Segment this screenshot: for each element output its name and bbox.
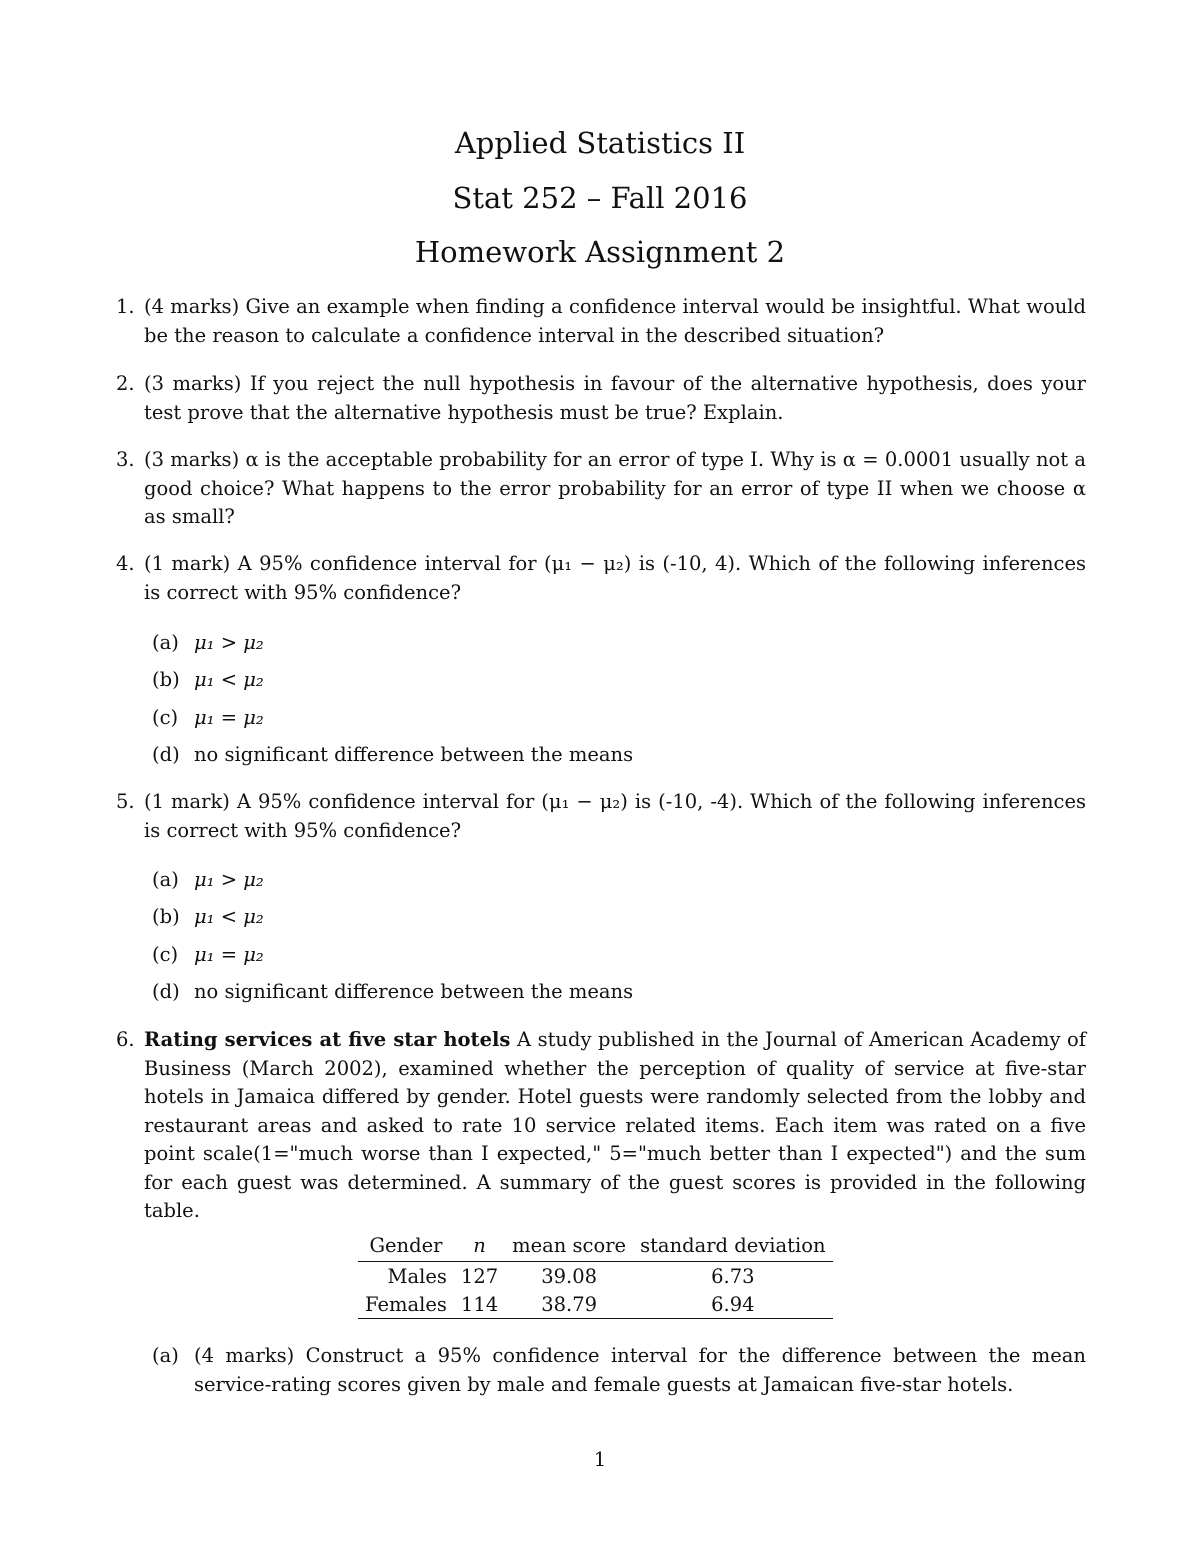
- table-cell: 6.94: [633, 1290, 832, 1319]
- question-1: [116, 293, 1086, 350]
- question-number: 4.: [116, 552, 135, 575]
- question-text: (3 marks) If you reject the null hypothesis in favour of the alternative hypothesis, does your test prove that the alternative hypothesis must be true? Explain.: [144, 372, 1086, 424]
- option-a: [152, 629, 264, 657]
- table-cell: Females: [358, 1290, 454, 1319]
- option-text: μ₁ < μ₂: [194, 905, 264, 928]
- question-text: (1 mark) A 95% confidence interval for (μ₁ − μ₂) is (-10, -4). Which of the following inferences is correct with 95% confidence?: [144, 790, 1086, 842]
- option-a: [152, 866, 264, 894]
- table-cell: 38.79: [505, 1290, 633, 1319]
- assignment-subtitle: Homework Assignment 2: [414, 235, 786, 269]
- option-text: μ₁ < μ₂: [194, 668, 264, 691]
- option-label: (d): [152, 980, 180, 1003]
- table-cell: 39.08: [541, 1264, 598, 1288]
- table-cell: 6.73: [711, 1264, 755, 1288]
- part-text: (4 marks) Construct a 95% confidence interval for the difference between the mean service-rating scores given by male and female guests at Jamaican five-star hotels.: [194, 1344, 1086, 1396]
- option-label: (b): [152, 668, 180, 691]
- table-header-row: [358, 1230, 833, 1262]
- guest-scores-table: [358, 1230, 833, 1319]
- column-header: n: [454, 1230, 505, 1262]
- option-label: (a): [152, 868, 179, 891]
- option-label: (c): [152, 706, 179, 729]
- course-subtitle: Stat 252 – Fall 2016: [452, 181, 748, 215]
- table-cell: 127: [460, 1264, 499, 1288]
- option-text: no significant difference between the means: [194, 980, 634, 1003]
- question-text: (1 mark) A 95% confidence interval for (μ₁ − μ₂) is (-10, 4). Which of the following inferences is correct with 95% confidence?: [144, 552, 1086, 604]
- option-label: (c): [152, 943, 179, 966]
- option-label: (d): [152, 743, 180, 766]
- question-heading: Rating services at five star hotels: [144, 1028, 511, 1051]
- table-row: [358, 1262, 833, 1291]
- question-3: [116, 446, 1086, 532]
- question-6: [116, 1026, 1086, 1226]
- option-b: [152, 903, 264, 931]
- column-header: mean score: [505, 1230, 633, 1262]
- question-text: (4 marks) Give an example when finding a confidence interval would be insightful. What would be the reason to calculate a confidence interval in the described situation?: [144, 295, 1086, 347]
- option-text: μ₁ > μ₂: [194, 868, 264, 891]
- question-5: [116, 788, 1086, 845]
- option-c: [152, 704, 264, 732]
- page-number: 1: [593, 1448, 607, 1471]
- question-number: 3.: [116, 448, 135, 471]
- question-number: 1.: [116, 295, 135, 318]
- question-4: [116, 550, 1086, 607]
- question-number: 6.: [116, 1028, 135, 1051]
- option-d: [152, 978, 633, 1006]
- table-row: [358, 1290, 833, 1319]
- option-text: no significant difference between the means: [194, 743, 634, 766]
- table-cell: 114: [454, 1290, 505, 1319]
- option-c: [152, 941, 264, 969]
- option-text: μ₁ = μ₂: [194, 943, 264, 966]
- table-cell: Males: [387, 1264, 447, 1288]
- part-label: (a): [152, 1344, 179, 1367]
- question-6-part-a: [152, 1342, 1086, 1399]
- question-2: [116, 370, 1086, 427]
- option-text: μ₁ = μ₂: [194, 706, 264, 729]
- question-number: 5.: [116, 790, 135, 813]
- option-d: [152, 741, 633, 769]
- document-title: Applied Statistics II: [454, 126, 746, 160]
- question-text: (3 marks) α is the acceptable probability for an error of type I. Why is α = 0.0001 usually not a good choice? What happens to the error probability for an error of type II when we choose α as small?: [144, 448, 1086, 528]
- question-text: A study published in the Journal of American Academy of Business (March 2002), examined whether the perception of quality of service at five-star hotels in Jamaica differed by gender. Hotel guests were randomly selected from the lobby and restaurant areas and asked to rate 10 service related items. Each item was rated on a five point scale(1="much worse than I expected," 5="much better than I expected") and the sum for each guest was determined. A summary of the guest scores is provided in the following table.: [144, 1028, 1086, 1222]
- question-number: 2.: [116, 372, 135, 395]
- option-b: [152, 666, 264, 694]
- column-header: Gender: [358, 1230, 454, 1262]
- option-label: (a): [152, 631, 179, 654]
- option-label: (b): [152, 905, 180, 928]
- column-header: standard deviation: [633, 1230, 832, 1262]
- option-text: μ₁ > μ₂: [194, 631, 264, 654]
